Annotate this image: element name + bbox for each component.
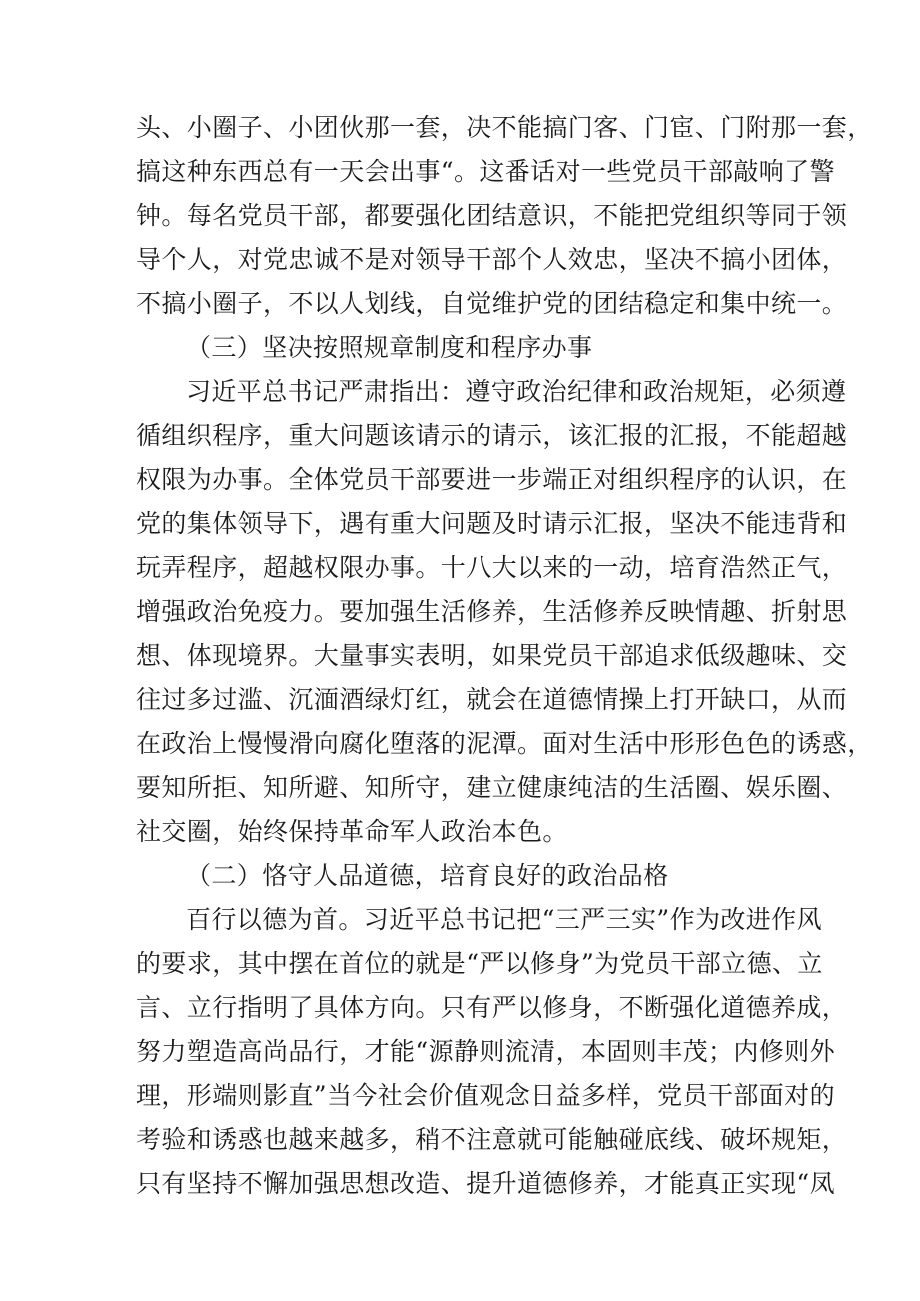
paragraph-line: 只有坚持不懈加强思想改造、提升道德修养，才能真正实现“凤 [136, 1169, 835, 1198]
paragraph-line: 社交圈，始终保持革命军人政治本色。 [136, 817, 568, 846]
paragraph-line: 在政治上慢慢滑向腐化堕落的泥潭。面对生活中形形色色的诱惑， [136, 729, 873, 758]
paragraph-line: 权限为办事。全体党员干部要进一步端正对组织程序的认识，在 [136, 465, 848, 494]
paragraph-line: 习近平总书记严肃指出：遵守政治纪律和政治规矩，必须遵 [186, 377, 847, 406]
paragraph-line: 百行以德为首。习近平总书记把“三严三实”作为改进作风 [186, 905, 822, 934]
paragraph-line: 要知所拒、知所避、知所守，建立健康纯洁的生活圈、娱乐圈、 [136, 773, 848, 802]
paragraph-line: 党的集体领导下，遇有重大问题及时请示汇报，坚决不能违背和 [136, 509, 848, 538]
paragraph-line: 增强政治免疫力。要加强生活修养，生活修养反映情趣、折射思 [136, 597, 848, 626]
paragraph-line: 钟。每名党员干部，都要强化团结意识，不能把党组织等同于领 [136, 201, 848, 230]
section-heading: （二）恪守人品道德，培育良好的政治品格 [186, 861, 669, 890]
paragraph-line: 言、立行指明了具体方向。只有严以修身，不断强化道德养成， [136, 993, 848, 1022]
paragraph-line: 导个人，对党忠诚不是对领导干部个人效忠，坚决不搞小团体， [136, 245, 848, 274]
paragraph-line: 不搞小圈子，不以人划线，自觉维护党的团结稳定和集中统一。 [136, 289, 848, 318]
paragraph-line: 考验和诱惑也越来越多，稍不注意就可能触碰底线、破坏规矩， [136, 1125, 848, 1154]
paragraph-line: 玩弄程序，超越权限办事。十八大以来的一动，培育浩然正气， [136, 553, 848, 582]
section-heading: （三）坚决按照规章制度和程序办事 [186, 333, 593, 362]
paragraph-line: 的要求，其中摆在首位的就是“严以修身”为党员干部立德、立 [136, 949, 823, 978]
paragraph-line: 搞这种东西总有一天会出事“。这番话对一些党员干部敲响了警 [136, 157, 835, 186]
paragraph-line: 循组织程序，重大问题该请示的请示，该汇报的汇报，不能超越 [136, 421, 848, 450]
paragraph-line: 往过多过滥、沉湎酒绿灯红，就会在道德情操上打开缺口，从而 [136, 685, 848, 714]
paragraph-line: 头、小圈子、小团伙那一套，决不能搞门客、门宦、门附那一套， [136, 113, 873, 142]
paragraph-line: 想、体现境界。大量事实表明，如果党员干部追求低级趣味、交 [136, 641, 848, 670]
paragraph-line: 理，形端则影直”当今社会价值观念日益多样，党员干部面对的 [136, 1081, 835, 1110]
paragraph-line: 努力塑造高尚品行，才能“源静则流清，本固则丰茂；内修则外 [136, 1037, 835, 1066]
